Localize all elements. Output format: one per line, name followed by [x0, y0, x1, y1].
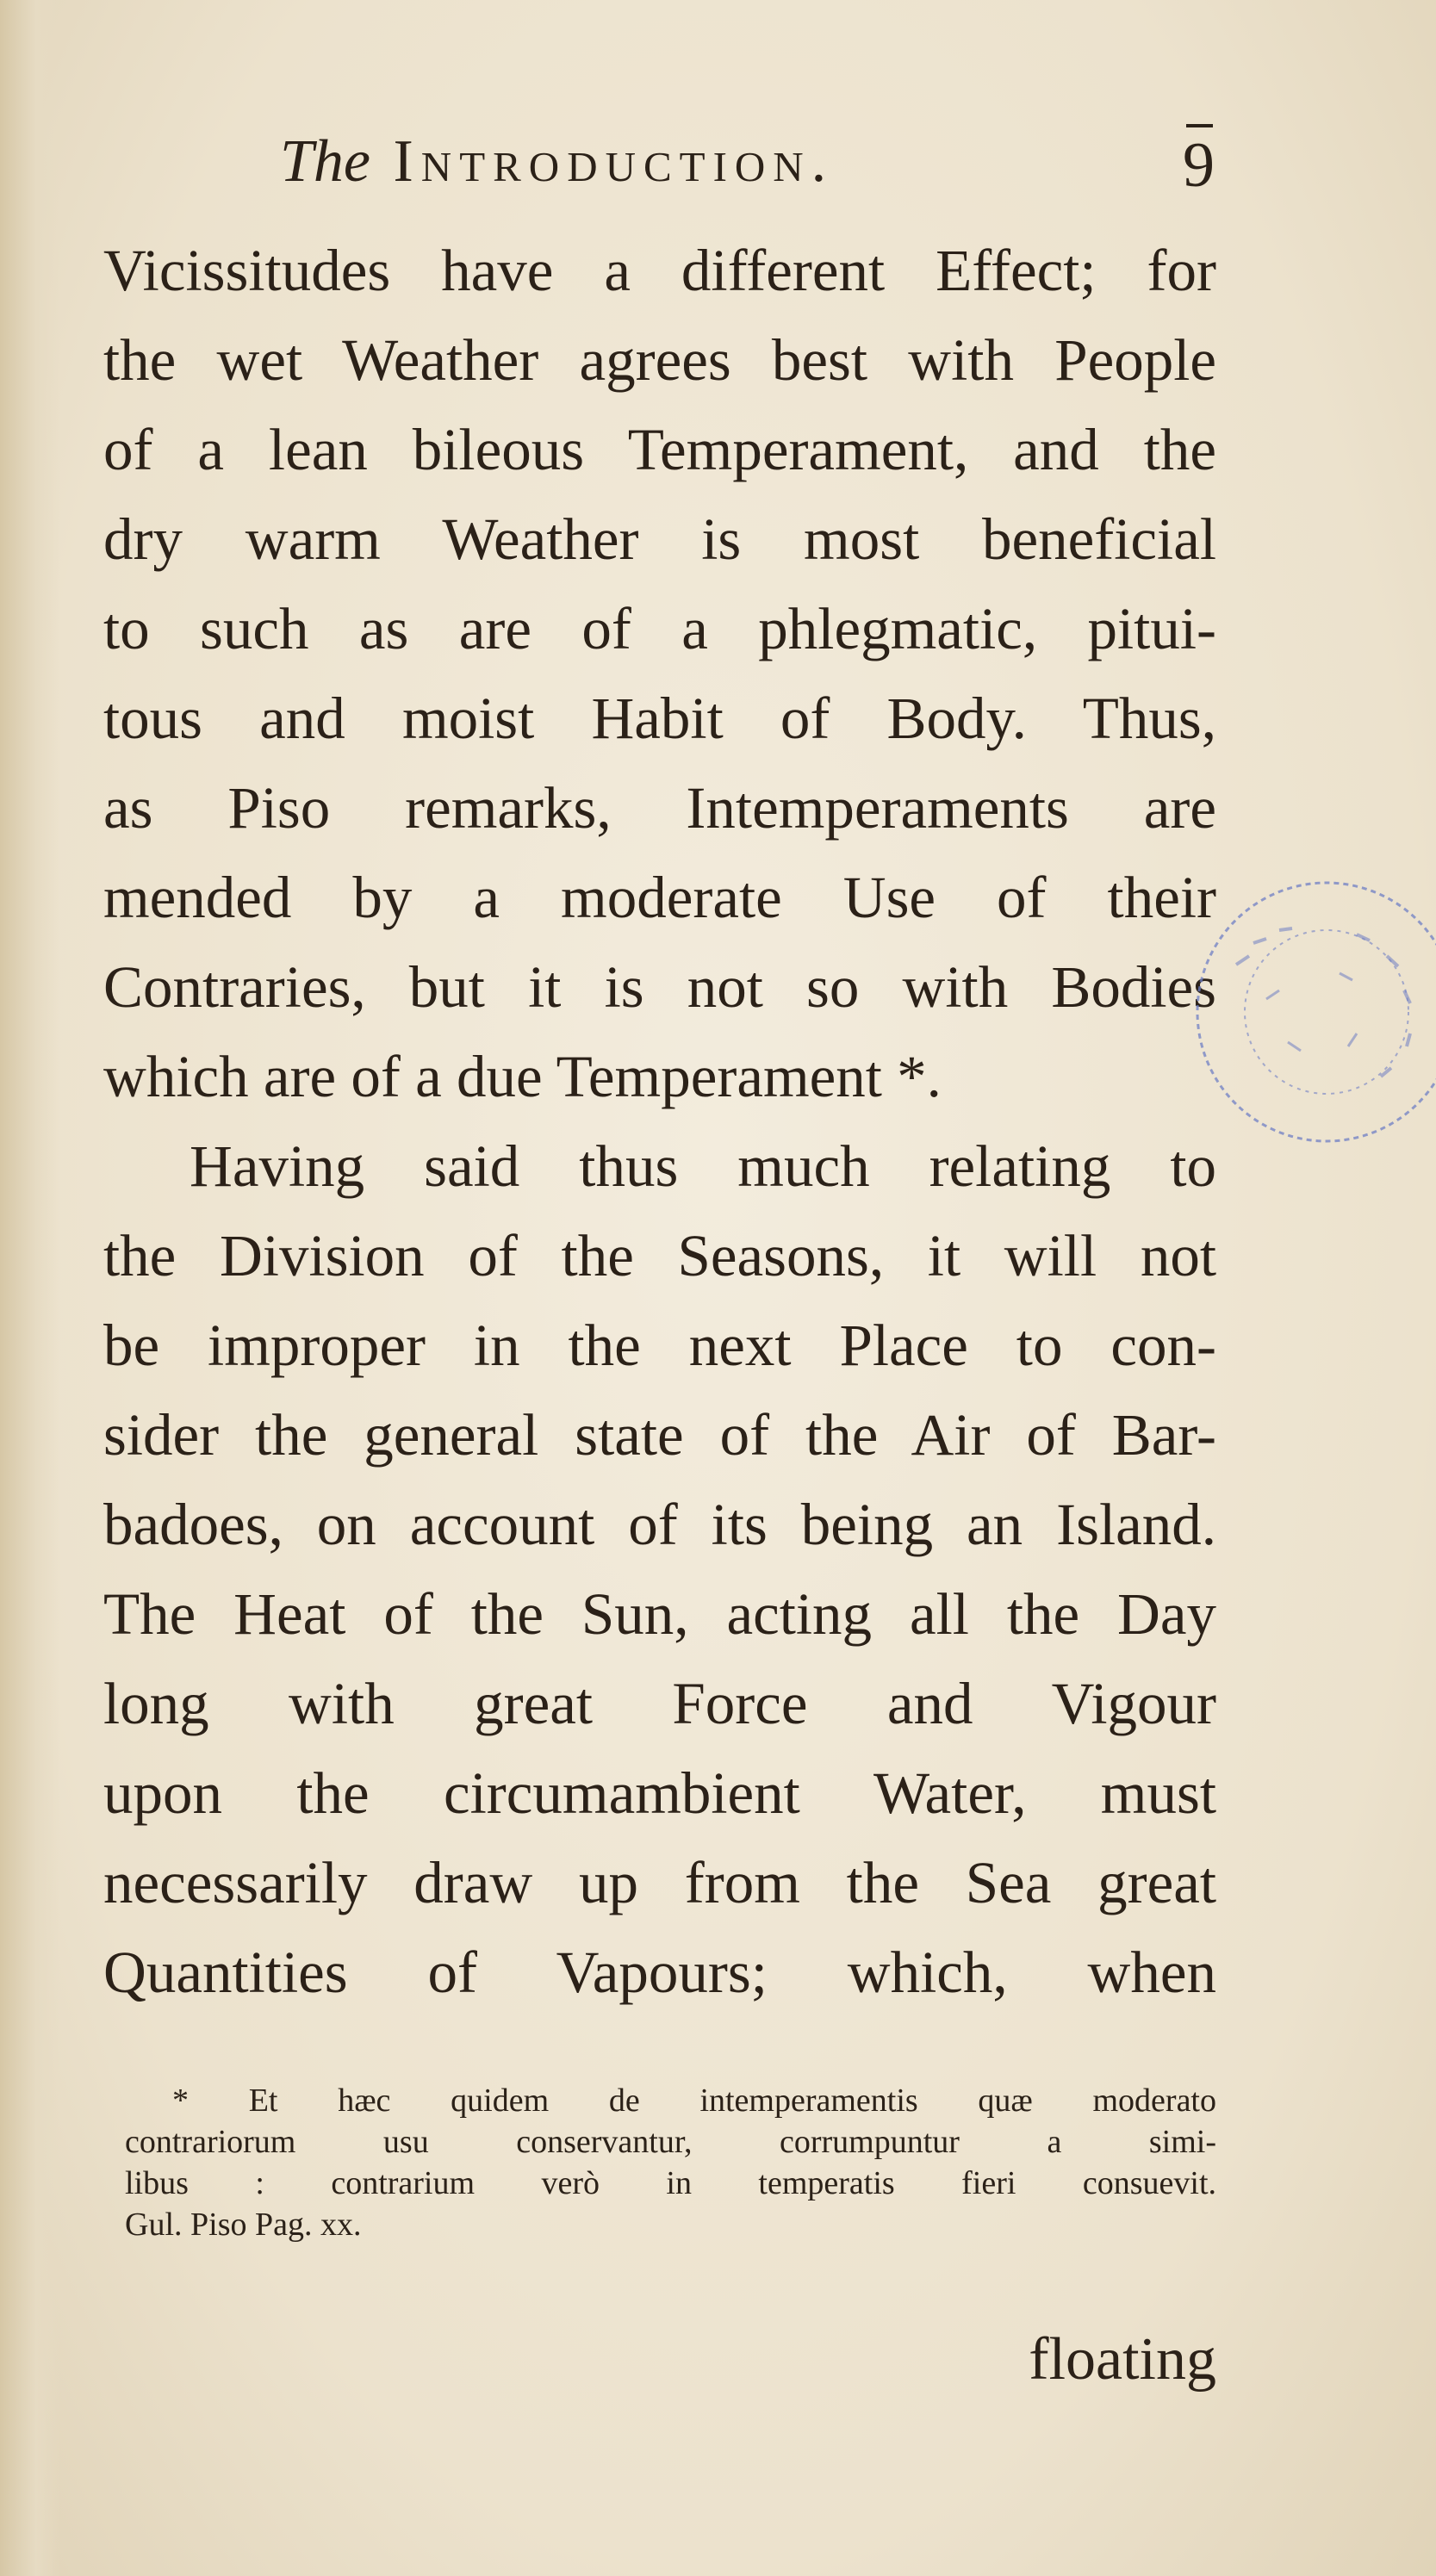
library-stamp [1184, 870, 1436, 1154]
footnote [125, 2080, 1216, 2245]
text-line: of a lean bileous Temperament, and the [103, 417, 1216, 482]
running-head [280, 127, 834, 196]
text-line: sider the general state of the Air of Bar- [103, 1402, 1216, 1468]
text-line: long with great Force and Vigour [103, 1671, 1216, 1736]
text-line: Having said thus much relating to [190, 1133, 1216, 1199]
page-gutter-shadow [0, 0, 60, 2576]
text-line: Vicissitudes have a different Effect; for [103, 238, 1216, 303]
body-text [103, 226, 1216, 2017]
footnote-line: contrariorum usu conservantur, corrumpuntur a simi- [125, 2124, 1216, 2160]
text-line: as Piso remarks, Intemperaments are [103, 775, 1216, 841]
footnote-line: * Et hæc quidem de intemperamentis quæ moderato [172, 2083, 1216, 2119]
library-stamp-graphic [1184, 870, 1436, 1154]
text-line: upon the circumambient Water, must [103, 1760, 1216, 1826]
text-line: to such as are of a phlegmatic, pitui- [103, 596, 1216, 661]
text-line: tous and moist Habit of Body. Thus, [103, 686, 1216, 751]
text-line: dry warm Weather is most beneficial [103, 506, 1216, 572]
text-line: the Division of the Seasons, it will not [103, 1223, 1216, 1288]
catchword: floating [1029, 2326, 1216, 2393]
page-header [103, 127, 1215, 205]
text-line: The Heat of the Sun, acting all the Day [103, 1581, 1216, 1647]
footnote-line: Gul. Piso Pag. xx. [125, 2207, 362, 2243]
text-line: the wet Weather agrees best with People [103, 327, 1216, 393]
text-line: mended by a moderate Use of their [103, 865, 1216, 930]
text-line: necessarily draw up from the Sea great [103, 1850, 1216, 1915]
text-line: badoes, on account of its being an Island. [103, 1492, 1216, 1557]
text-line: Quantities of Vapours; which, when [103, 1940, 1216, 2005]
page-number: 9 [1183, 130, 1215, 201]
running-head-title: Introduction. [393, 128, 835, 195]
text-line: Contraries, but it is not so with Bodies [103, 954, 1216, 1020]
running-head-italic: The [280, 128, 370, 195]
footnote-line: libus : contrarium verò in temperatis fieri consuevit. [125, 2165, 1216, 2201]
text-line: be improper in the next Place to con- [103, 1313, 1216, 1378]
text-line: which are of a due Temperament *. [103, 1044, 942, 1109]
